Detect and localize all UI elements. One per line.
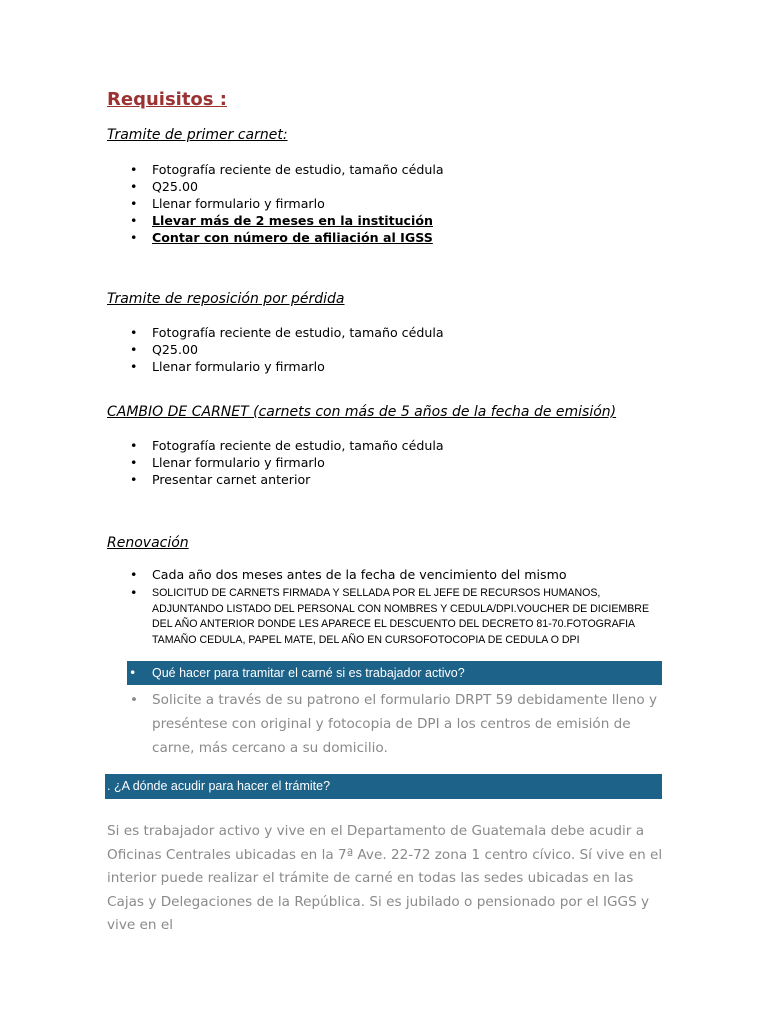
list-item: • Llenar formulario y firmarlo: [130, 359, 325, 374]
list-item: • Fotografía reciente de estudio, tamaño cédula: [130, 438, 444, 453]
requirements-list-reposicion: [130, 324, 444, 375]
section-heading-renovacion: Renovación: [107, 535, 189, 551]
page-title: Requisitos :: [107, 89, 227, 110]
faq-answer: • Solicite a través de su patrono el formulario DRPT 59 debidamente lleno y preséntese con original y fotocopia de DPI a los centros de emisión de carne, más cercano a su domicilio.: [130, 692, 657, 756]
requirements-list-primer-carnet: [130, 161, 444, 246]
list-item: • Llenar formulario y firmarlo: [130, 455, 325, 470]
list-item: • Q25.00: [130, 342, 198, 357]
faq-question-text: Qué hacer para tramitar el carné si es trabajador activo?: [152, 666, 465, 680]
list-item-solicitud: • SOLICITUD DE CARNETS FIRMADA Y SELLADA POR EL JEFE DE RECURSOS HUMANOS, ADJUNTANDO LISTADO DEL PERSONAL CON NOMBRES Y CEDULA/DPI.VOUCHER DE DICIEMBRE DEL AÑO ANTERIOR DONDE LES APARECE EL DESCUENTO DEL DECRETO 81-70.FOTOGRAFIA TAMAÑO CEDULA, PAPEL MATE, DEL AÑO EN CURSOFOTOCOPIA DE CEDULA O DPI: [130, 585, 650, 646]
list-item: • Fotografía reciente de estudio, tamaño cédula: [130, 162, 444, 177]
list-item: • Presentar carnet anterior: [130, 472, 311, 487]
faq-question-text-2: . ¿A dónde acudir para hacer el trámite?: [107, 779, 331, 793]
faq-question-bar-2: [105, 774, 662, 799]
section-heading-primer-carnet: Tramite de primer carnet:: [107, 127, 288, 143]
section-heading-cambio-carnet: CAMBIO DE CARNET (carnets con más de 5 años de la fecha de emisión): [107, 404, 617, 420]
list-item: • Llevar más de 2 meses en la institución: [130, 213, 433, 228]
list-item: • Llenar formulario y firmarlo: [130, 196, 325, 211]
requirements-list-cambio-carnet: [130, 437, 444, 488]
list-item: • Q25.00: [130, 179, 198, 194]
requirements-list-renovacion: [130, 566, 567, 583]
section-heading-reposicion: Tramite de reposición por pérdida: [107, 291, 345, 307]
list-item: • Contar con número de afiliación al IGSS: [130, 230, 433, 245]
list-item: • Fotografía reciente de estudio, tamaño cédula: [130, 325, 444, 340]
faq-answer-paragraph: Si es trabajador activo y vive en el Departamento de Guatemala debe acudir a Oficinas Centrales ubicadas en la 7ª Ave. 22-72 zona 1 centro cívico. Sí vive en el interior puede realizar el trámite de carné en todas las sedes ubicadas en las Cajas y Delegaciones de la República. Si es jubilado o pensionado por el IGGS y vive en el: [107, 823, 663, 934]
list-item: • Cada año dos meses antes de la fecha de vencimiento del mismo: [130, 567, 567, 582]
faq-question-bar: • Qué hacer para tramitar el carné si es trabajador activo?: [127, 661, 662, 685]
